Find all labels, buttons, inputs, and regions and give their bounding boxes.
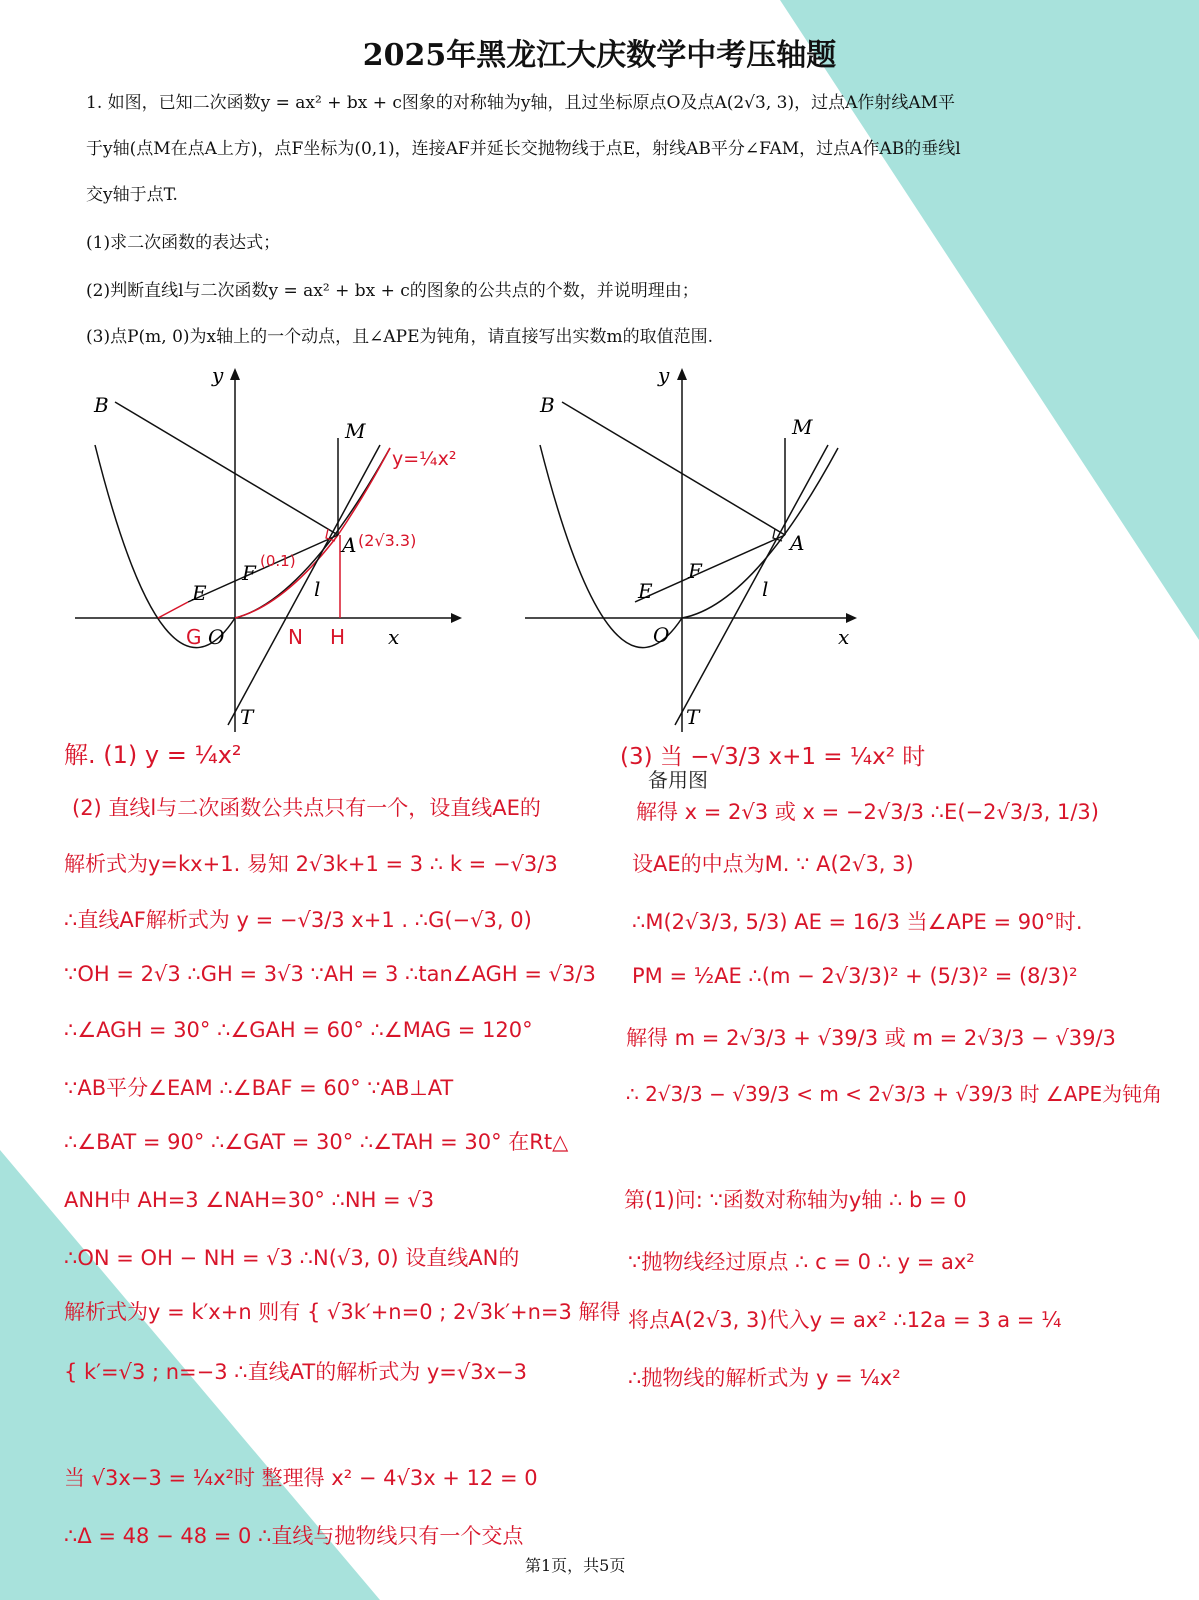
solution-left-8: ∴∠BAT = 90° ∴∠GAT = 30° ∴∠TAH = 30° 在Rt△ (64, 1130, 569, 1154)
page-title: 2025年黑龙江大庆数学中考压轴题 (362, 38, 837, 73)
label-B: B (94, 393, 109, 417)
label-B: B (540, 393, 555, 417)
label-x: x (388, 625, 400, 649)
label-l: l (314, 577, 321, 601)
label-T: T (686, 705, 700, 729)
label-y: y (212, 363, 224, 387)
solution-right-8: 第(1)问: ∵函数对称轴为y轴 ∴ b = 0 (624, 1188, 967, 1212)
figure-2 (520, 360, 880, 740)
question-1: (1)求二次函数的表达式； (86, 233, 281, 253)
question-2: (2)判断直线l与二次函数y = ax² + bx + c的图象的公共点的个数，并说明理由； (86, 281, 699, 301)
solution-left-1: 解. (1) y = ¼x² (64, 741, 242, 769)
label-y: y (658, 363, 670, 387)
annotation-H: H (330, 625, 346, 649)
solution-left-6: ∴∠AGH = 30° ∴∠GAH = 60° ∴∠MAG = 120° (64, 1018, 533, 1042)
solution-right-10: 将点A(2√3, 3)代入y = ax² ∴12a = 3 a = ¼ (628, 1308, 1062, 1332)
solution-left-10: ∴ON = OH − NH = √3 ∴N(√3, 0) 设直线AN的 (64, 1246, 520, 1270)
label-l: l (762, 577, 769, 601)
solution-left-2: (2) 直线l与二次函数公共点只有一个，设直线AE的 (72, 796, 541, 820)
solution-right-1: (3) 当 −√3/3 x+1 = ¼x² 时 (620, 744, 926, 770)
solution-left-4: ∴直线AF解析式为 y = −√3/3 x+1 . ∴G(−√3, 0) (64, 908, 532, 932)
solution-right-4: ∴M(2√3/3, 5/3) AE = 16/3 当∠APE = 90°时. (632, 910, 1083, 934)
line-BA (562, 402, 785, 535)
label-E: E (192, 581, 207, 605)
label-O: O (208, 625, 225, 649)
solution-left-3: 解析式为y=kx+1. 易知 2√3k+1 = 3 ∴ k = −√3/3 (64, 852, 558, 876)
line-l (228, 445, 380, 725)
problem-line-2: 于y轴(点M在点A上方)，点F坐标为(0,1)，连接AF并延长交抛物线于点E，射线AB平分∠FAM，过点A作AB的垂线l (86, 139, 961, 159)
label-M: M (345, 419, 366, 443)
solution-right-6: 解得 m = 2√3/3 + √39/3 或 m = 2√3/3 − √39/3 (626, 1026, 1116, 1050)
solution-right-7: ∴ 2√3/3 − √39/3 < m < 2√3/3 + √39/3 时 ∠APE为钝角 (626, 1082, 1163, 1106)
line-l (675, 445, 828, 725)
problem-line-3: 交y轴于点T. (86, 185, 178, 205)
label-F: F (688, 559, 702, 583)
annotation-curve: y=¼x² (392, 448, 457, 470)
solution-right-2: 解得 x = 2√3 或 x = −2√3/3 ∴E(−2√3/3, 1/3) (636, 800, 1099, 824)
solution-left-5: ∵OH = 2√3 ∴GH = 3√3 ∵AH = 3 ∴tan∠AGH = √3/3 (64, 962, 596, 986)
page-footer: 第1页，共5页 (525, 1556, 626, 1575)
solution-right-11: ∴抛物线的解析式为 y = ¼x² (628, 1366, 901, 1390)
label-O: O (653, 623, 670, 647)
figure-1 (70, 360, 470, 740)
solution-left-7: ∵AB平分∠EAM ∴∠BAF = 60° ∵AB⊥AT (64, 1076, 454, 1100)
solution-left-12: { k′=√3 ; n=−3 ∴直线AT的解析式为 y=√3x−3 (64, 1360, 528, 1384)
backup-figure-caption: 备用图 (648, 768, 708, 792)
question-3: (3)点P(m, 0)为x轴上的一个动点，且∠APE为钝角，请直接写出实数m的取值范围. (86, 327, 714, 347)
problem-line-1: 1. 如图，已知二次函数y = ax² + bx + c图象的对称轴为y轴，且过坐标原点O及点A(2√3, 3)，过点A作射线AM平 (86, 93, 956, 113)
label-T: T (240, 705, 254, 729)
solution-left-11: 解析式为y = k′x+n 则有 { √3k′+n=0 ; 2√3k′+n=3 解得 (64, 1300, 621, 1324)
label-A: A (342, 533, 357, 557)
label-x: x (838, 625, 850, 649)
solution-left-14: ∴Δ = 48 − 48 = 0 ∴直线与抛物线只有一个交点 (64, 1524, 524, 1548)
annotation-F: (0.1) (260, 552, 296, 570)
solution-right-3: 设AE的中点为M. ∵ A(2√3, 3) (632, 852, 914, 876)
line-GE (158, 602, 188, 618)
solution-right-9: ∵抛物线经过原点 ∴ c = 0 ∴ y = ax² (628, 1250, 975, 1274)
solution-right-5: PM = ½AE ∴(m − 2√3/3)² + (5/3)² = (8/3)² (632, 964, 1078, 988)
annotation-G: G (186, 625, 202, 649)
solution-left-13: 当 √3x−3 = ¼x²时 整理得 x² − 4√3x + 12 = 0 (64, 1466, 538, 1490)
label-E: E (638, 579, 653, 603)
label-A: A (790, 531, 805, 555)
line-BA (115, 402, 338, 535)
annotation-N: N (288, 625, 303, 649)
label-M: M (792, 415, 813, 439)
annotation-A: (2√3.3) (358, 531, 417, 550)
solution-left-9: ANH中 AH=3 ∠NAH=30° ∴NH = √3 (64, 1188, 435, 1212)
label-F: F (242, 561, 256, 585)
